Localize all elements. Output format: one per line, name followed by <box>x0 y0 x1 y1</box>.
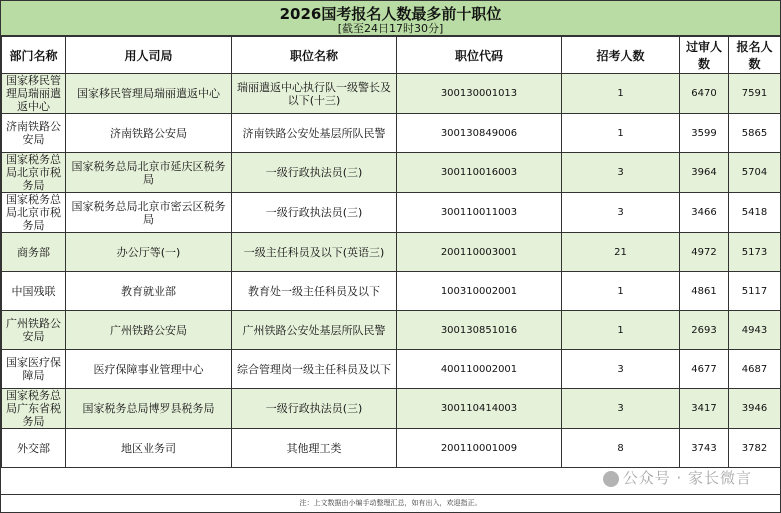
cell-position: 教育处一级主任科员及以下 <box>232 272 397 311</box>
cell-position: 一级行政执法员(三) <box>232 389 397 429</box>
table-row <box>2 114 781 153</box>
cell-passed: 3743 <box>680 429 729 468</box>
cell-dept: 国家医疗保障局 <box>2 350 66 389</box>
table-title: 2026国考报名人数最多前十职位 <box>279 5 502 23</box>
cell-applied: 5418 <box>729 193 781 233</box>
table-row <box>2 311 781 350</box>
cell-code: 300130001013 <box>397 74 562 114</box>
cell-passed: 6470 <box>680 74 729 114</box>
cell-position: 一级行政执法员(三) <box>232 193 397 233</box>
cell-passed: 4861 <box>680 272 729 311</box>
cell-bureau: 医疗保障事业管理中心 <box>66 350 232 389</box>
cell-code: 300110011003 <box>397 193 562 233</box>
cell-quota: 21 <box>562 233 680 272</box>
cell-dept: 商务部 <box>2 233 66 272</box>
cell-quota: 3 <box>562 389 680 429</box>
cell-code: 300130849006 <box>397 114 562 153</box>
cell-code: 100310002001 <box>397 272 562 311</box>
data-table <box>1 36 781 468</box>
watermark-text: 公众号 · 家长微言 <box>622 469 752 487</box>
cell-applied: 5117 <box>729 272 781 311</box>
header-position: 职位名称 <box>232 37 397 74</box>
cell-code: 200110001009 <box>397 429 562 468</box>
cell-bureau: 济南铁路公安局 <box>66 114 232 153</box>
footnote: 注：上文数据由小编手动整理汇总，如有出入，欢迎指正。 <box>1 494 780 512</box>
cell-bureau: 国家税务总局北京市密云区税务局 <box>66 193 232 233</box>
cell-position: 其他理工类 <box>232 429 397 468</box>
cell-dept: 广州铁路公安局 <box>2 311 66 350</box>
cell-bureau: 教育就业部 <box>66 272 232 311</box>
watermark <box>603 467 752 488</box>
cell-dept: 济南铁路公安局 <box>2 114 66 153</box>
header-passed: 过审人数 <box>680 37 729 74</box>
table-row <box>2 429 781 468</box>
table-row <box>2 389 781 429</box>
cell-dept: 国家移民管理局瑞丽遣返中心 <box>2 74 66 114</box>
cell-quota: 8 <box>562 429 680 468</box>
cell-quota: 3 <box>562 153 680 193</box>
cell-passed: 3599 <box>680 114 729 153</box>
cell-code: 300130851016 <box>397 311 562 350</box>
cell-dept: 国家税务总局广东省税务局 <box>2 389 66 429</box>
cell-dept: 中国残联 <box>2 272 66 311</box>
table-row <box>2 272 781 311</box>
cell-bureau: 地区业务司 <box>66 429 232 468</box>
cell-dept: 外交部 <box>2 429 66 468</box>
table-row <box>2 350 781 389</box>
cell-position: 济南铁路公安处基层所队民警 <box>232 114 397 153</box>
cell-applied: 4943 <box>729 311 781 350</box>
cell-position: 一级主任科员及以下(英语三) <box>232 233 397 272</box>
cell-bureau: 办公厅等(一) <box>66 233 232 272</box>
cell-dept: 国家税务总局北京市税务局 <box>2 153 66 193</box>
header-applied: 报名人数 <box>729 37 781 74</box>
cell-applied: 4687 <box>729 350 781 389</box>
cell-quota: 1 <box>562 311 680 350</box>
cell-quota: 1 <box>562 114 680 153</box>
cell-applied: 5865 <box>729 114 781 153</box>
table-row <box>2 153 781 193</box>
cell-bureau: 国家税务总局北京市延庆区税务局 <box>66 153 232 193</box>
cell-bureau: 国家税务总局博罗县税务局 <box>66 389 232 429</box>
cell-passed: 4972 <box>680 233 729 272</box>
wechat-icon <box>603 471 619 487</box>
header-bureau: 用人司局 <box>66 37 232 74</box>
cell-quota: 1 <box>562 74 680 114</box>
cell-passed: 3964 <box>680 153 729 193</box>
cell-dept: 国家税务总局北京市税务局 <box>2 193 66 233</box>
cell-passed: 4677 <box>680 350 729 389</box>
table-subtitle: [截至24日17时30分] <box>337 22 444 35</box>
cell-applied: 5704 <box>729 153 781 193</box>
cell-position: 一级行政执法员(三) <box>232 153 397 193</box>
cell-applied: 3782 <box>729 429 781 468</box>
cell-applied: 7591 <box>729 74 781 114</box>
cell-quota: 3 <box>562 350 680 389</box>
table-row <box>2 193 781 233</box>
table-row <box>2 233 781 272</box>
cell-position: 瑞丽遣返中心执行队一级警长及以下(十三) <box>232 74 397 114</box>
header-code: 职位代码 <box>397 37 562 74</box>
cell-applied: 5173 <box>729 233 781 272</box>
cell-bureau: 国家移民管理局瑞丽遣返中心 <box>66 74 232 114</box>
header-row <box>2 37 781 74</box>
cell-code: 300110016003 <box>397 153 562 193</box>
cell-passed: 3417 <box>680 389 729 429</box>
cell-position: 综合管理岗一级主任科员及以下 <box>232 350 397 389</box>
cell-code: 400110002001 <box>397 350 562 389</box>
header-quota: 招考人数 <box>562 37 680 74</box>
cell-quota: 1 <box>562 272 680 311</box>
cell-applied: 3946 <box>729 389 781 429</box>
table-row <box>2 74 781 114</box>
cell-code: 300110414003 <box>397 389 562 429</box>
header-dept: 部门名称 <box>2 37 66 74</box>
cell-bureau: 广州铁路公安局 <box>66 311 232 350</box>
cell-quota: 3 <box>562 193 680 233</box>
table-title-block <box>1 1 780 36</box>
cell-position: 广州铁路公安处基层所队民警 <box>232 311 397 350</box>
cell-passed: 3466 <box>680 193 729 233</box>
cell-code: 200110003001 <box>397 233 562 272</box>
cell-passed: 2693 <box>680 311 729 350</box>
